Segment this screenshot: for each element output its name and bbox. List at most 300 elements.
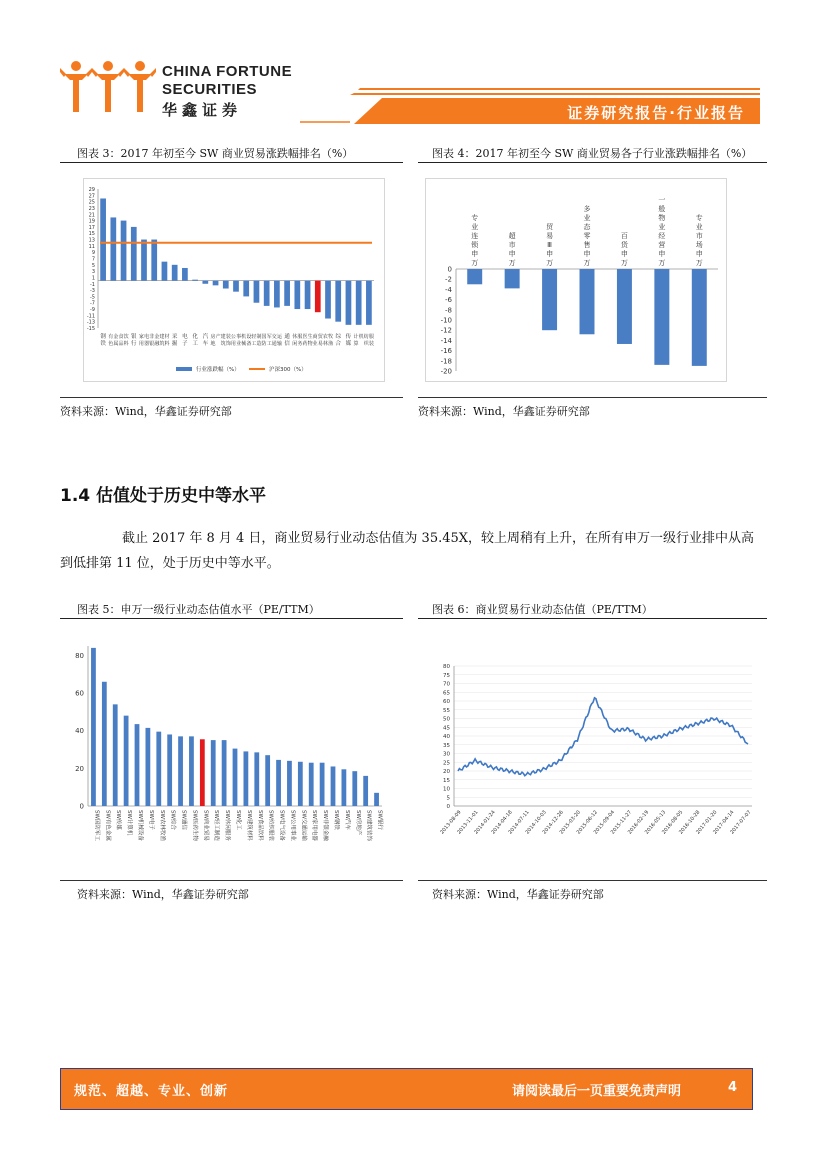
svg-text:银: 银 [149,341,155,347]
svg-text:万: 万 [508,259,516,267]
svg-text:运: 运 [276,334,282,340]
fig4-bar [467,269,482,284]
svg-text:建: 建 [159,334,165,340]
svg-text:装: 装 [368,341,374,347]
svg-text:织: 织 [363,341,369,347]
fig6-y-tick-label: 15 [443,777,450,784]
fig5-y-tick-label: 20 [75,764,84,773]
fig6-x-tick-label: 2015-06-12 [575,809,600,836]
figure4-title-rule [418,162,767,163]
fig5-bar [178,736,183,806]
figure5-title: 图表 5：申万一级行业动态估值水平（PE/TTM） [77,603,320,616]
svg-text:机: 机 [358,334,364,340]
svg-text:市: 市 [508,241,516,249]
svg-text:信: 信 [284,341,290,347]
fig3-x-tick-label [108,333,118,347]
fig4-y-tick-label: 0 [447,265,452,274]
fig3-bar [131,227,137,281]
svg-text:行: 行 [131,341,137,347]
fig3-x-tick-label [292,333,302,347]
fig6-y-tick-label: 80 [443,664,450,670]
svg-text:申: 申 [583,250,591,258]
fig6-x-tick-label: 2014-12-26 [541,809,565,836]
fig5-x-tick-label: SW非银金融 [322,810,329,841]
fig4-y-tick-label: -20 [440,367,452,376]
svg-text:生: 生 [307,334,313,340]
fig5-x-tick-label: SW轻工制造 [213,810,220,841]
fig5-bar [222,740,227,806]
svg-text:家: 家 [138,334,144,340]
fig5-bar [265,755,270,806]
figure3-title-rule [60,162,403,163]
fig3-bar [366,281,372,325]
fig3-x-tick-label [172,332,178,347]
section-heading: 1.4 估值处于历史中等水平 [60,486,267,506]
fig3-y-tick-label: 1 [91,275,95,282]
fig4-y-tick-label: -4 [445,285,452,294]
fig6-x-tick-label: 2015-09-04 [592,809,617,836]
svg-text:食: 食 [118,334,124,340]
svg-text:超: 超 [508,232,516,240]
svg-text:商: 商 [312,334,318,340]
svg-text:申: 申 [508,250,516,258]
svg-text:贸: 贸 [317,334,323,340]
fig5-bar [363,776,368,806]
fig4-y-tick-label: -8 [445,306,452,315]
svg-text:营: 营 [658,241,666,249]
svg-text:专: 专 [695,214,703,222]
svg-text:装: 装 [225,334,231,340]
svg-text:设: 设 [246,334,252,340]
fig5-x-tick-label: SW国防军工 [93,810,100,841]
fig4-x-tick-label [546,222,554,267]
fig4-x-tick-label [509,231,516,267]
figure6-title: 图表 6：商业贸易行业动态估值（PE/TTM） [432,603,653,616]
fig5-x-tick-label: SW食品饮料 [256,810,263,841]
fig6-x-tick-label: 2013-11-01 [456,809,480,836]
svg-text:计: 计 [353,334,359,340]
svg-text:国: 国 [261,334,267,340]
fig5-x-tick-label: SW农林牧渔 [158,810,165,841]
fig4-y-tick-label: -6 [445,296,452,305]
svg-text:申: 申 [546,250,554,258]
fig3-legend-label-bar: 行业涨跌幅（%） [196,367,240,373]
svg-text:百: 百 [620,232,628,240]
fig3-y-tick-label: 17 [88,224,95,231]
svg-text:工: 工 [192,341,198,347]
figure6-source: 资料来源：Wind，华鑫证券研究部 [432,888,604,901]
svg-text:建: 建 [220,334,226,340]
fig3-x-tick-label [203,332,209,347]
fig5-y-tick-label: 60 [75,689,84,698]
fig3-y-tick-label: 9 [91,250,95,257]
fig3-x-tick-label [221,333,231,347]
fig5-bar [233,749,238,806]
fig3-x-tick-label [346,332,352,347]
fig4-y-tick-label: -14 [440,336,452,345]
svg-text:医: 医 [302,334,308,340]
fig3-x-tick-label [231,333,241,347]
fig3-y-tick-label: 25 [88,199,95,206]
fig6-x-tick-label: 2017-04-14 [712,809,736,836]
figure4-source-rule [418,397,767,398]
fig5-bar [200,739,205,806]
svg-text:零: 零 [583,232,591,240]
svg-text:银: 银 [131,334,137,340]
svg-text:申: 申 [695,250,703,258]
fig3-x-tick-label [364,333,374,347]
figure3-title: 图表 3：2017 年初至今 SW 商业贸易涨跌幅排名（%） [77,147,354,160]
fig6-x-tick-label: 2014-01-24 [473,809,497,836]
brand-name-en-line1: CHINA FORTUNE [162,63,293,80]
fig4-bar [542,269,557,330]
fig5-bar [320,763,325,806]
fig3-y-tick-label: -7 [90,300,95,307]
fig4-bar [580,269,595,334]
fig5-bar [374,793,379,806]
fig5-x-tick-label: SW计算机 [126,810,133,836]
fig5-x-tick-label: SW钢铁 [333,810,339,830]
fig6-y-tick-label: 40 [443,734,450,740]
fig3-bar [162,262,168,281]
svg-text:万: 万 [658,259,666,267]
fig3-y-tick-label: 3 [91,269,95,276]
svg-text:Ⅲ: Ⅲ [547,241,552,249]
svg-text:锁: 锁 [471,241,479,249]
fig3-bar [121,221,127,281]
figure5-title-rule [60,618,403,619]
footer-disclaimer-link[interactable]: 请阅读最后一页重要免责声明 [512,1084,682,1099]
svg-text:万: 万 [695,259,703,267]
fig5-x-tick-label: SW医药生物 [191,810,198,841]
svg-text:纺: 纺 [363,334,369,340]
fig4-bar [505,269,520,288]
fig5-x-tick-label: SW电子 [147,810,154,830]
fig6-x-tick-label: 2016-08-05 [661,809,685,836]
fig3-y-tick-label: 29 [88,187,95,193]
fig3-legend-label-line: 沪深300（%） [269,367,307,373]
fig5-bar [254,752,259,806]
fig3-bar [202,281,208,284]
fig5-bar [352,771,357,806]
svg-text:有: 有 [108,334,114,340]
fig5-bar [341,769,346,806]
fig6-x-tick-label: 2017-01-20 [695,809,719,836]
fig6-y-tick-label: 45 [443,725,450,732]
fig4-y-tick-label: -10 [440,316,452,325]
page-number: 4 [728,1080,738,1095]
fig4-y-tick-label: -18 [440,357,452,366]
svg-text:算: 算 [353,341,359,347]
fig5-x-tick-label: SW银行 [376,810,383,830]
svg-text:房: 房 [210,334,216,340]
fig5-bar [287,761,292,806]
fig3-y-tick-label: -9 [90,307,95,314]
fig3-y-tick-label: 21 [88,212,95,219]
fig5-bar [298,762,303,806]
fig3-x-tick-label [118,333,128,347]
svg-text:军: 军 [266,334,272,340]
fig3-bar [294,281,300,309]
svg-text:品: 品 [118,341,124,347]
fig4-bar [654,269,669,365]
fig6-x-tick-label: 2017-07-07 [729,809,753,836]
fig6-y-tick-label: 50 [443,716,450,723]
figure5-source: 资料来源：Wind，华鑫证券研究部 [77,888,249,901]
fig5-bar [91,648,96,806]
fig3-y-tick-label: 15 [88,231,95,238]
fig4-y-tick-label: -12 [440,326,452,335]
fig5-x-tick-label: SW房地产 [354,810,361,836]
fig5-x-tick-label: SW纺织服装 [267,810,274,841]
fig3-bar [233,281,239,292]
fig3-bar [110,217,116,280]
fig3-x-tick-label [251,333,261,347]
svg-text:交: 交 [271,334,277,340]
svg-text:造: 造 [256,341,262,347]
logo-figure-2 [92,61,124,112]
svg-text:连: 连 [471,232,479,240]
fig3-x-tick-label [100,332,106,347]
fig3-bar [274,281,280,308]
fig5-x-tick-label: SW建筑材料 [245,810,252,841]
fig6-x-tick-label: 2016-02-19 [626,809,651,836]
brand-name-cn: 华鑫证券 [162,101,243,119]
fig5-x-tick-label: SW建筑装饰 [365,810,372,841]
figure4-title: 图表 4：2017 年初至今 SW 商业贸易各子行业涨跌幅排名（%） [432,147,753,160]
svg-text:综: 综 [335,334,341,340]
fig3-bar [100,198,106,280]
figure3-chart [84,179,384,381]
fig3-x-tick-label [284,332,290,347]
svg-text:农: 农 [322,334,328,340]
svg-text:工: 工 [251,341,257,347]
svg-text:机: 机 [241,334,247,340]
fig3-bar [243,281,249,297]
brand-name-en-line2: SECURITIES [162,81,258,98]
svg-text:钢: 钢 [100,334,106,340]
svg-text:经: 经 [658,232,666,240]
fig4-x-tick-label [471,213,479,267]
fig3-y-tick-label: -1 [90,281,95,288]
svg-text:车: 车 [202,341,209,347]
figure3-chart-frame [83,178,385,382]
svg-text:化: 化 [192,334,198,340]
fig3-x-tick-label [272,333,283,347]
fig3-y-tick-label: 13 [88,237,95,244]
fig5-bar [276,760,281,806]
svg-text:态: 态 [583,223,591,231]
svg-text:防: 防 [261,341,267,347]
svg-text:电: 电 [182,334,188,340]
fig5-x-tick-label: SW汽车 [343,810,350,830]
figure6-source-rule [418,880,767,881]
svg-text:材: 材 [164,334,170,340]
fig6-x-tick-label: 2016-05-13 [643,809,668,836]
fig5-x-tick-label: SW电气设备 [278,810,285,841]
fig5-bar [331,766,336,806]
svg-text:金: 金 [113,334,119,340]
svg-text:产: 产 [215,334,221,340]
fig3-x-tick-label [159,333,169,347]
fig3-y-tick-label: -5 [90,294,95,301]
svg-text:属: 属 [113,341,119,347]
fig4-x-tick-label [621,232,629,267]
svg-text:药: 药 [302,341,308,347]
svg-text:业: 业 [471,223,479,231]
svg-text:工: 工 [266,341,272,347]
svg-text:料: 料 [123,341,129,347]
figure6-chart [430,658,758,860]
fig3-bar [141,240,147,281]
svg-text:服: 服 [368,334,374,340]
svg-text:公: 公 [230,334,236,340]
fig3-x-tick-label [210,333,220,347]
fig5-x-tick-label: SW化工 [235,810,241,830]
fig6-y-tick-label: 30 [443,751,450,758]
fig5-bar [135,724,140,806]
figure6-title-rule [418,618,767,619]
fig3-bar [182,268,188,281]
figure5-chart-frame [60,640,390,868]
fig3-y-tick-label: 11 [88,243,95,250]
fig6-y-tick-label: 35 [443,742,450,749]
svg-text:饮: 饮 [123,334,129,340]
svg-text:贸: 贸 [546,223,554,231]
svg-text:业: 业 [583,214,591,222]
fig5-bar [145,728,150,806]
fig6-y-tick-label: 5 [446,795,450,802]
fig5-y-tick-label: 0 [79,802,84,811]
svg-text:掘: 掘 [171,341,178,347]
svg-text:牧: 牧 [328,334,334,340]
fig3-bar [192,280,198,281]
svg-text:器: 器 [144,341,150,347]
svg-text:万: 万 [620,259,628,267]
logo-figure-1 [60,61,92,112]
fig5-bar [113,704,118,806]
fig5-bar [124,716,129,806]
fig3-y-tick-label: -15 [86,326,95,332]
fig5-x-tick-label: SW综合 [169,810,176,830]
svg-text:筑: 筑 [220,341,226,347]
fig3-x-tick-label [302,333,312,347]
svg-text:物: 物 [658,214,666,222]
figure4-chart [426,179,726,381]
svg-text:易: 易 [317,341,323,347]
svg-text:一: 一 [658,196,666,204]
fig3-x-tick-label [354,333,364,347]
svg-text:申: 申 [620,250,628,258]
fig6-x-tick-label: 2016-10-28 [678,809,702,836]
svg-text:通: 通 [284,334,290,340]
svg-text:渔: 渔 [328,341,334,347]
fig3-bar [335,281,341,322]
svg-text:闲: 闲 [292,341,298,347]
figure3-source-rule [60,397,403,398]
svg-text:服: 服 [297,334,303,340]
fig3-bar [315,281,321,313]
fig3-y-tick-label: -13 [86,319,95,326]
fig5-x-tick-label: SW通信 [180,810,187,830]
fig6-y-tick-label: 70 [443,681,450,688]
svg-text:事: 事 [236,334,242,340]
svg-text:货: 货 [620,241,628,249]
fig5-x-tick-label: SW休闲服务 [224,810,231,841]
svg-text:饰: 饰 [225,341,231,347]
fig5-x-tick-label: SW家用电器 [311,810,318,841]
svg-text:制: 制 [256,334,262,340]
body-paragraph: 截止 2017 年 8 月 4 日，商业贸易行业动态估值为 35.45X，较上周稍有上升，在所有申万一级行业排中从高到低排第 11 位，处于历史中等水平。 [60,531,755,571]
brand-logo-figures [60,60,160,116]
figure5-chart [60,640,390,868]
svg-text:物: 物 [307,341,313,347]
fig5-x-tick-label: SW传媒 [115,810,122,830]
fig6-x-tick-label: 2013-08-09 [439,809,463,836]
svg-text:电: 电 [144,334,150,340]
svg-text:业: 业 [312,341,318,347]
fig6-x-tick-label: 2015-03-20 [558,809,582,836]
fig6-x-tick-label: 2014-07-11 [507,809,531,836]
fig4-x-tick-label [696,213,703,267]
fig3-y-tick-label: 19 [88,218,95,225]
fig6-y-tick-label: 20 [443,769,450,775]
svg-text:业: 业 [658,223,666,231]
fig5-x-tick-label: SW公用事业 [289,810,296,841]
svg-text:传: 传 [345,334,352,340]
svg-text:械: 械 [241,341,247,347]
svg-text:子: 子 [182,341,188,347]
fig4-bar [617,269,632,344]
svg-text:媒: 媒 [345,341,352,347]
fig3-bar [254,281,260,303]
report-type-label: 证券研究报告·行业报告 [567,104,745,122]
fig4-bar [692,269,707,366]
svg-text:务: 务 [297,341,303,347]
fig5-bar [156,732,161,806]
fig3-x-tick-label [131,332,137,347]
svg-text:汽: 汽 [202,334,209,340]
fig5-bar [309,763,314,806]
fig4-x-tick-label [584,204,592,267]
fig5-x-tick-label: SW商业贸易 [202,810,209,841]
fig5-bar [211,740,216,806]
svg-text:多: 多 [583,205,591,213]
fig3-x-tick-label [241,333,251,347]
figure4-source: 资料来源：Wind，华鑫证券研究部 [418,405,590,418]
svg-text:售: 售 [583,241,591,249]
fig3-bar [346,281,352,325]
fig3-x-tick-label [192,332,198,347]
fig5-x-tick-label: SW机械设备 [137,810,143,841]
logo-figure-3 [124,61,156,112]
fig3-bar [305,281,311,309]
svg-text:休: 休 [292,334,298,340]
fig3-bar [264,281,270,306]
fig5-bar [167,734,172,806]
fig6-x-tick-label: 2014-04-18 [490,809,514,836]
fig6-y-tick-label: 75 [443,672,450,679]
fig3-x-tick-label [335,332,341,347]
fig6-y-tick-label: 25 [443,760,450,767]
fig5-y-tick-label: 80 [75,651,84,660]
svg-text:铁: 铁 [100,341,106,347]
svg-text:合: 合 [335,341,341,347]
fig3-bar [172,265,178,281]
fig3-bar [151,240,157,281]
svg-text:林: 林 [322,341,328,347]
fig3-x-tick-label [262,333,272,347]
